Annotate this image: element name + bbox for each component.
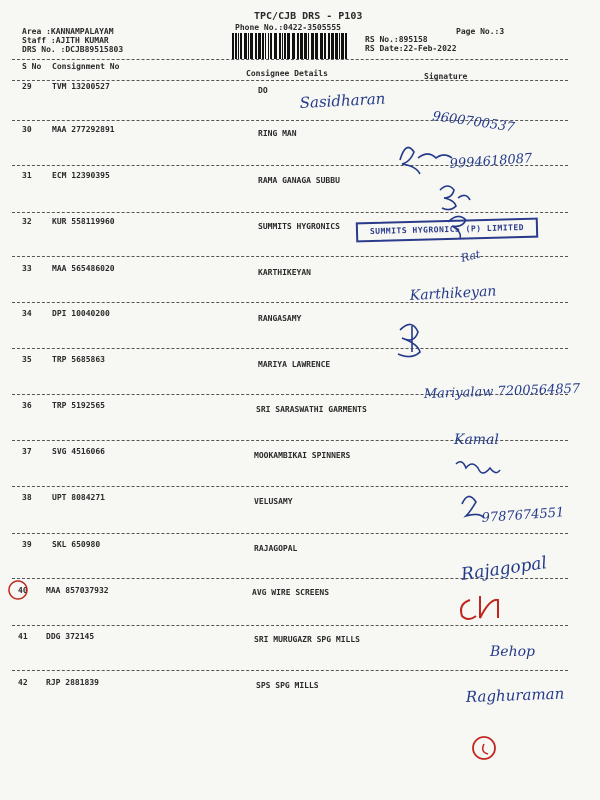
drs-number: DRS No. :DCJB89515803 bbox=[22, 45, 124, 54]
row-consignee: SUMMITS HYGRONICS bbox=[258, 222, 340, 231]
row-consignment: KUR 558119960 bbox=[52, 217, 115, 226]
signature-39: Rajagopal bbox=[459, 553, 549, 585]
signature-31-mark bbox=[440, 186, 470, 210]
signature-34-mark bbox=[398, 324, 420, 356]
signature-29-phone: 9600700537 bbox=[431, 109, 516, 136]
row-sno: 34 bbox=[22, 309, 32, 318]
row-consignee: DO bbox=[258, 86, 268, 95]
row-sno: 41 bbox=[18, 632, 28, 641]
page-number: Page No.:3 bbox=[456, 27, 505, 36]
row-sno: 29 bbox=[22, 82, 32, 91]
row-consignment: RJP 2881839 bbox=[46, 678, 99, 687]
row-consignment: TRP 5685863 bbox=[52, 355, 105, 364]
row-sno: 42 bbox=[18, 678, 28, 687]
row-consignee: MARIYA LAWRENCE bbox=[258, 360, 331, 369]
row-consignment: SVG 4516066 bbox=[52, 447, 105, 456]
row-sno: 40 bbox=[18, 586, 28, 595]
row-sno: 31 bbox=[22, 171, 32, 180]
col-sno: S No bbox=[22, 62, 42, 71]
row-consignment: DPI 10040200 bbox=[52, 309, 110, 318]
area-label: Area :KANNAMPALAYAM bbox=[22, 27, 114, 36]
row-consignee: RAJAGOPAL bbox=[254, 544, 298, 553]
row-consignee: SRI SARASWATHI GARMENTS bbox=[256, 405, 367, 414]
signature-37-mark bbox=[456, 462, 500, 473]
signature-41: Behop bbox=[490, 644, 535, 660]
signature-33: Karthikeyan bbox=[409, 283, 497, 304]
row-consignee: RAMA GANAGA SUBBU bbox=[258, 176, 340, 185]
company-stamp: SUMMITS HYGRONICS (P) LIMITED bbox=[356, 218, 538, 243]
signature-32b: Rat bbox=[459, 247, 482, 265]
row-consignee: SPS SPG MILLS bbox=[256, 681, 319, 690]
row-consignment: MAA 565486020 bbox=[52, 264, 115, 273]
row-consignee: KARTHIKEYAN bbox=[258, 268, 311, 277]
row-consignee: AVG WIRE SCREENS bbox=[252, 588, 330, 597]
row-consignment: TVM 13200527 bbox=[52, 82, 110, 91]
signature-30-mark bbox=[400, 148, 452, 175]
row-sno: 39 bbox=[22, 540, 32, 549]
signature-35: Mariyalaw 7200564857 bbox=[423, 381, 581, 402]
row-consignment: DDG 372145 bbox=[46, 632, 95, 641]
row-consignment: MAA 277292891 bbox=[52, 125, 115, 134]
row-consignment: ECM 12390395 bbox=[52, 171, 110, 180]
row-sno: 36 bbox=[22, 401, 32, 410]
row-consignee: MOOKAMBIKAI SPINNERS bbox=[254, 451, 351, 460]
row-sno: 38 bbox=[22, 493, 32, 502]
col-signature: Signature bbox=[424, 72, 468, 81]
row-consignee: VELUSAMY bbox=[254, 497, 293, 506]
signature-40-red-mark bbox=[461, 596, 498, 619]
row-sno: 33 bbox=[22, 264, 32, 273]
signature-36: Kamal bbox=[454, 432, 499, 448]
row-consignment: TRP 5192565 bbox=[52, 401, 105, 410]
phone-number: Phone No.:0422-3505555 bbox=[235, 23, 341, 32]
col-consignment: Consignment No bbox=[52, 62, 120, 71]
sheet-title: TPC/CJB DRS - P103 bbox=[254, 11, 363, 22]
row-consignment: MAA 857037932 bbox=[46, 586, 109, 595]
signature-30-phone: 9994618087 bbox=[449, 151, 533, 172]
row-consignment: SKL 650980 bbox=[52, 540, 101, 549]
row-consignee: RANGASAMY bbox=[258, 314, 302, 323]
rs-number: RS No.:895158 bbox=[365, 35, 428, 44]
red-circle-mark bbox=[473, 737, 495, 759]
signature-32-mark bbox=[448, 216, 466, 238]
red-circle-inner-mark bbox=[483, 744, 488, 754]
signature-38-phone: 9787674551 bbox=[481, 505, 565, 526]
row-40-red-circle bbox=[9, 581, 27, 599]
row-sno: 32 bbox=[22, 217, 32, 226]
row-consignment: UPT 8084271 bbox=[52, 493, 105, 502]
row-consignee: RING MAN bbox=[258, 129, 297, 138]
row-sno: 30 bbox=[22, 125, 32, 134]
row-sno: 35 bbox=[22, 355, 32, 364]
rs-date: RS Date:22-Feb-2022 bbox=[365, 44, 457, 53]
signature-29-name: Sasidharan bbox=[299, 89, 386, 112]
staff-label: Staff :AJITH KUMAR bbox=[22, 36, 109, 45]
signature-42: Raghuraman bbox=[465, 684, 565, 706]
col-consignee: Consignee Details bbox=[246, 69, 328, 78]
row-consignee: SRI MURUGAZR SPG MILLS bbox=[254, 635, 360, 644]
row-sno: 37 bbox=[22, 447, 32, 456]
